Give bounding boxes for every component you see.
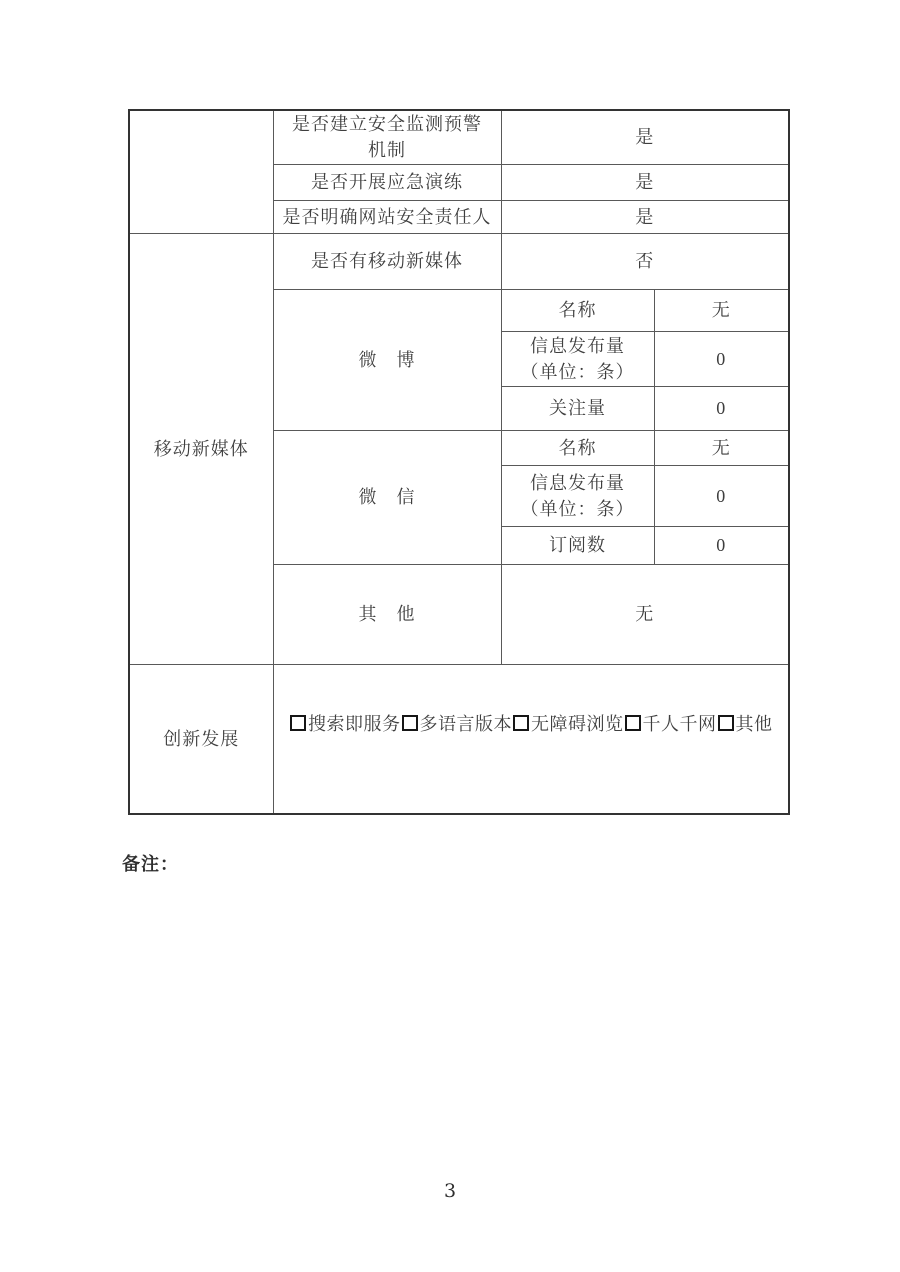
- security-answer-cell: 是: [501, 164, 789, 200]
- mobile-question-cell: 是否有移动新媒体: [273, 233, 501, 289]
- security-answer-cell: 是: [501, 110, 789, 164]
- section-cell-mobile-media: 移动新媒体: [129, 233, 273, 664]
- security-question-cell: 是否开展应急演练: [273, 164, 501, 200]
- weibo-posts-value-cell: 0: [654, 331, 789, 386]
- table-row: [129, 233, 789, 289]
- weibo-name-label-cell: 名称: [501, 289, 654, 331]
- innovation-option-label: 无障碍浏览: [531, 713, 624, 734]
- wechat-posts-label-cell: [501, 465, 654, 526]
- weibo-followers-label-cell: 关注量: [501, 386, 654, 430]
- wechat-posts-label: 信息发布量: [530, 472, 625, 493]
- weibo-followers-value-cell: 0: [654, 386, 789, 430]
- wechat-subscribers-value-cell: 0: [654, 526, 789, 564]
- innovation-option: [512, 714, 624, 734]
- weibo-group-cell: 微 博: [273, 289, 501, 430]
- innovation-options-cell: [273, 664, 789, 814]
- note-label: 备注：: [122, 854, 179, 874]
- page-number: 3: [443, 1180, 457, 1202]
- security-answer-cell: 是: [501, 200, 789, 233]
- wechat-name-label-cell: 名称: [501, 430, 654, 465]
- innovation-option-label: 其他: [735, 713, 773, 734]
- security-question-label: 是否建立安全监测预警: [292, 114, 482, 135]
- report-table: [128, 109, 790, 815]
- checkbox-icon: [290, 715, 306, 731]
- security-question-cell: [273, 110, 501, 164]
- wechat-name-value-cell: 无: [654, 430, 789, 465]
- innovation-option-label: 多语言版本: [419, 713, 512, 734]
- weibo-name-value-cell: 无: [654, 289, 789, 331]
- innovation-option: [289, 714, 401, 734]
- innovation-option: [717, 714, 773, 734]
- weibo-posts-label-unit: （单位：条）: [520, 361, 635, 382]
- wechat-subscribers-label-cell: 订阅数: [501, 526, 654, 564]
- other-media-value-cell: 无: [501, 564, 789, 664]
- security-question-cell: 是否明确网站安全责任人: [273, 200, 501, 233]
- checkbox-icon: [625, 715, 641, 731]
- section-cell-innovation: 创新发展: [129, 664, 273, 814]
- innovation-option: [624, 714, 717, 734]
- checkbox-icon: [402, 715, 418, 731]
- table-row: [129, 110, 789, 164]
- innovation-option: [401, 714, 513, 734]
- wechat-posts-label-unit: （单位：条）: [520, 498, 635, 519]
- checkbox-icon: [513, 715, 529, 731]
- table-row: [129, 664, 789, 814]
- wechat-posts-value-cell: 0: [654, 465, 789, 526]
- innovation-option-label: 千人千网: [642, 713, 717, 734]
- section-cell-empty: [129, 110, 273, 233]
- weibo-posts-label-cell: [501, 331, 654, 386]
- weibo-posts-label: 信息发布量: [530, 335, 625, 356]
- security-question-label-line2: 机制: [368, 140, 406, 161]
- innovation-options-line: [274, 711, 789, 737]
- mobile-answer-cell: 否: [501, 233, 789, 289]
- innovation-option-label: 搜索即服务: [308, 713, 401, 734]
- wechat-group-cell: 微 信: [273, 430, 501, 564]
- checkbox-icon: [718, 715, 734, 731]
- other-media-label-cell: 其 他: [273, 564, 501, 664]
